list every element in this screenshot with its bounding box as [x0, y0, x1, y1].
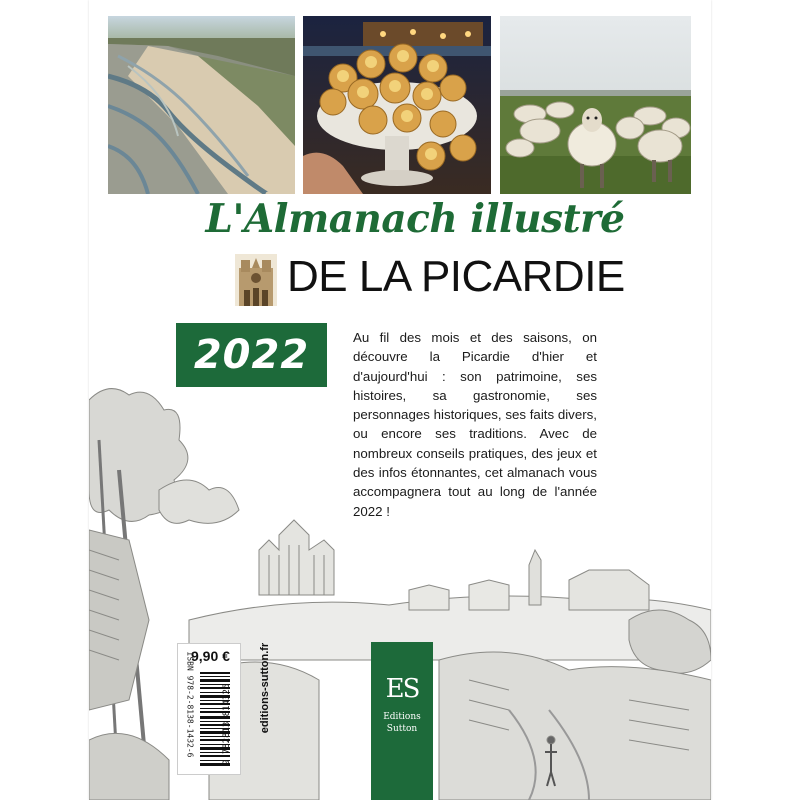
isbn-text: [183, 650, 197, 770]
barcode-digits: [221, 648, 233, 768]
isbn-label: ISBN 978-2-8138-1432-6: [185, 651, 195, 758]
website-text: [257, 615, 273, 765]
publisher-monogram: ES: [385, 674, 419, 704]
publisher-name-line1: Editions: [383, 712, 421, 722]
year-badge: [176, 323, 327, 387]
publisher-logo: [371, 642, 433, 800]
cathedral-icon: [235, 254, 277, 306]
barcode-number: 9 782813 814326: [222, 683, 232, 765]
book-back-cover: [89, 0, 711, 800]
title-script: L'Almanach illustré: [205, 196, 625, 242]
title-region: DE LA PICARDIE: [287, 252, 625, 301]
beach-aerial-photo: [108, 16, 295, 194]
publisher-name-line2: Sutton: [386, 724, 418, 734]
website-label: editions-sutton.fr: [259, 642, 271, 734]
description-text: Au fil des mois et des saisons, on découvre la Picardie d'hier et d'aujourd'hui : son patrimoine, ses histoires, sa gastronomie, ses personnages historiques, ses faits divers, ou encore ses traditions. Avec de nombreux conseils pratiques, des jeux et des infos étonnantes, cet almanach vous accompagnera tout au long de l'année 2022 !: [353, 330, 597, 519]
sheep-photo: [500, 16, 691, 194]
pastries-photo: [303, 16, 491, 194]
year-label: 2022: [193, 332, 310, 378]
price-label: 9,90 €: [191, 648, 230, 664]
